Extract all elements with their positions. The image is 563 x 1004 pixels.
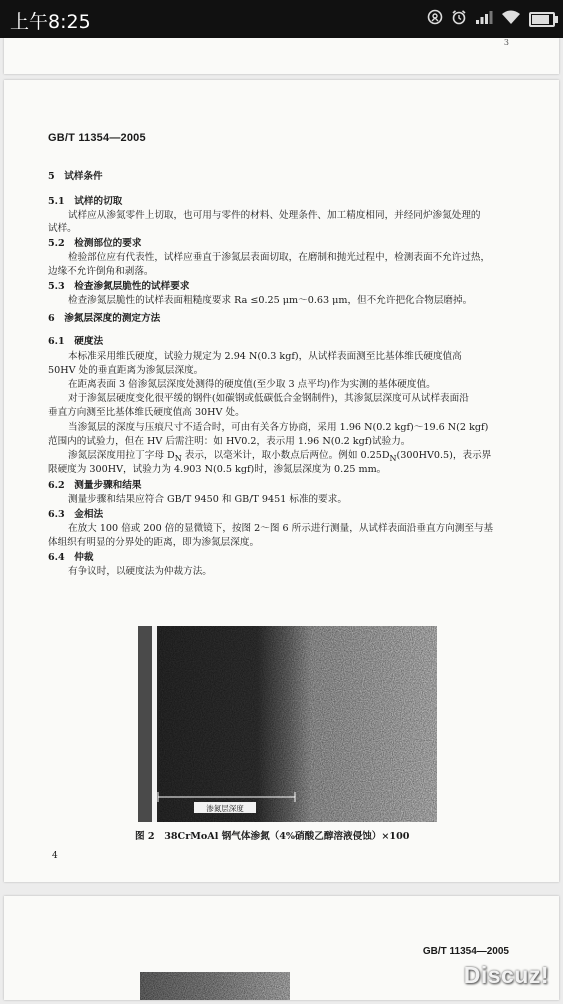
body-text-line: 体组织有明显的分界处的距离，即为渗氮层深度。: [48, 537, 260, 548]
section-heading: 6 渗氮层深度的测定方法: [48, 313, 161, 324]
wifi-icon: [501, 9, 521, 29]
body-text-line: 限硬度为 300HV，试验力为 4.903 N(0.5 kgf)时，渗氮层深度为 0.25 mm。: [48, 464, 387, 475]
section-heading: 5 试样条件: [48, 171, 103, 182]
page-corner-mark: 3: [503, 38, 509, 47]
next-micrograph-image: [140, 972, 290, 1000]
body-text-line: 试样应从渗氮零件上切取，也可用与零件的材料、处理条件、加工精度相同，并经同炉渗氮处理的: [68, 210, 481, 221]
body-text-line: 试样。: [48, 223, 77, 234]
body-text-line: 测量步骤和结果应符合 GB/T 9450 和 GB/T 9451 标准的要求。: [68, 494, 347, 505]
battery-icon: [529, 12, 555, 27]
body-text-line: 范围内的试验力，但在 HV 后需注明：如 HV0.2，表示用 1.96 N(0.2 kgf)试验力。: [48, 436, 411, 447]
body-text-line: 检查渗氮层脆性的试样表面粗糙度要求 Ra ≤0.25 μm～0.63 μm，但不允许把化合物层磨掉。: [68, 295, 473, 306]
body-text-line: 在放大 100 倍或 200 倍的显微镜下，按图 2～图 6 所示进行测量，从试样表面沿垂直方向测至与基: [68, 523, 494, 534]
document-page: [4, 80, 559, 882]
status-icons: [427, 9, 555, 29]
section-heading: 6.1 硬度法: [48, 336, 104, 347]
body-text-line: 当渗氮层的深度与压痕尺寸不适合时，可由有关各方协商，采用 1.96 N(0.2 kgf)～19.6 N(2 kgf): [68, 422, 489, 433]
previous-page: [4, 38, 559, 74]
alarm-icon: [451, 9, 467, 29]
section-heading: 5.3 检查渗氮层脆性的试样要求: [48, 281, 190, 292]
body-text-line: 渗氮层深度用拉丁字母 $D_N$ 表示，以毫米计，取小数点后两位。例如 $0.25D_N(300HV0.5)$，表示界: [68, 450, 492, 463]
body-text-line: 检验部位应有代表性，试样应垂直于渗氮层表面切取，在磨制和抛光过程中，检测表面不允许过热，: [68, 252, 491, 263]
section-heading: 6.4 仲裁: [48, 552, 94, 563]
signal-icon: [475, 9, 493, 29]
section-heading: 5.2 检测部位的要求: [48, 238, 142, 249]
status-bar: [0, 0, 563, 38]
next-standard-number: GB/T 11354—2005: [422, 946, 509, 957]
body-text-line: 50HV 处的垂直距离为渗氮层深度。: [48, 365, 204, 376]
section-heading: 6.2 测量步骤和结果: [48, 480, 142, 491]
body-text-line: 边缘不允许倒角和剥落。: [48, 266, 154, 277]
status-time: 上午8:25: [10, 11, 91, 33]
body-text-line: 本标准采用维氏硬度，试验力规定为 2.94 N(0.3 kgf)，从试样表面测至比基体维氏硬度值高: [68, 351, 462, 362]
body-text-line: 垂直方向测至比基体维氏硬度值高 30HV 处。: [48, 407, 245, 418]
section-heading: 6.3 金相法: [48, 509, 104, 520]
body-text-line: 有争议时，以硬度法为仲裁方法。: [68, 566, 212, 577]
section-heading: 5.1 试样的切取: [48, 196, 123, 207]
pin-icon: [427, 9, 443, 29]
body-text-line: 在距离表面 3 倍渗氮层深度处测得的硬度值(至少取 3 点平均)作为实测的基体硬度值。: [68, 379, 436, 390]
micrograph-image: [138, 626, 437, 822]
figure-caption: 图 2 38CrMoAl 钢气体渗氮（4%硝酸乙醇溶液侵蚀）×100: [135, 831, 410, 842]
figure-scale-label: 渗氮层深度: [206, 804, 244, 813]
page-number: 4: [52, 851, 58, 861]
body-text-line: 对于渗氮层硬度变化很平缓的钢件(如碳钢或低碳低合金钢制件)，其渗氮层深度可从试样表面沿: [68, 393, 469, 404]
discuz-watermark: Discuz!: [463, 962, 549, 988]
standard-number: GB/T 11354—2005: [48, 132, 146, 144]
